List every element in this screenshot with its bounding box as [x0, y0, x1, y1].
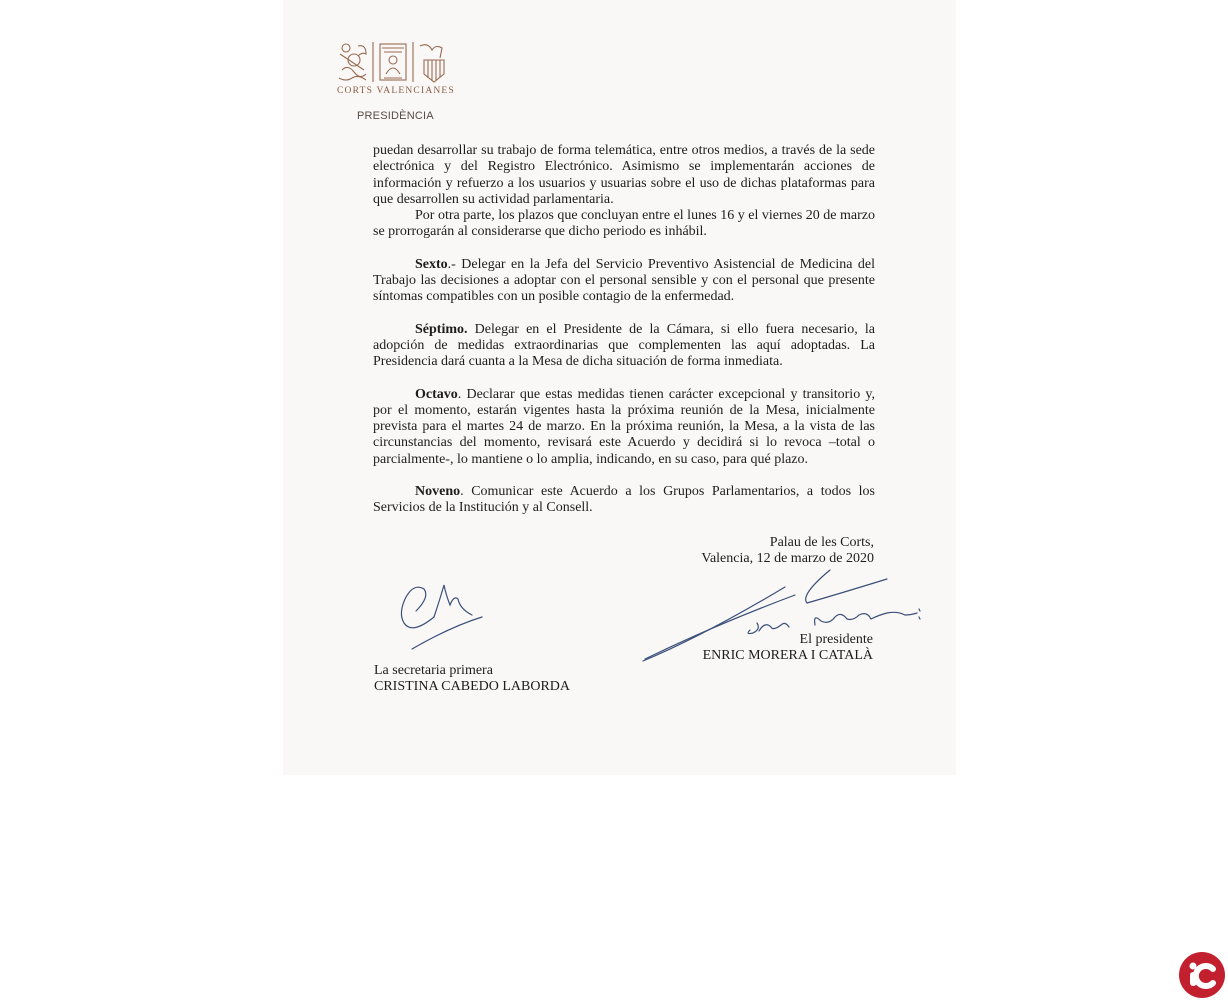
ic-logo-icon	[1179, 952, 1225, 998]
octavo-label: Octavo	[415, 386, 458, 402]
site-watermark-badge	[1179, 952, 1225, 998]
signature-icon	[390, 575, 500, 665]
president-role: El presidente	[799, 632, 873, 647]
noveno-text: . Comunicar este Acuerdo a los Grupos Parlamentarios, a todos los Servicios de la Institución y al Consell.	[373, 484, 875, 516]
noveno-label: Noveno	[415, 484, 461, 500]
secretary-role: La secretaria primera	[374, 663, 493, 678]
office-name: PRESIDÈNCIA	[357, 110, 434, 122]
paragraph-sexto	[373, 257, 875, 306]
place-and-date	[701, 535, 874, 568]
paragraph-septimo	[373, 322, 875, 371]
corts-valencianes-logo	[336, 40, 448, 84]
paragraph-octavo	[373, 387, 875, 468]
place: Palau de les Corts,	[769, 535, 874, 550]
octavo-text: . Declarar que estas medidas tienen carácter excepcional y transitorio y, por el momento, estarán vigentes hasta la próxima reunión de la Mesa, inicialmente prevista para el martes 24 de marzo. En la próxima reunión, la Mesa, a la vista de las circunstancias del momento, revisará este Acuerdo y decidirá si lo revoca –total o parcialmente-, lo mantiene o lo amplia, indicando, en su caso, para qué plazo.	[373, 386, 875, 467]
secretary-name: CRISTINA CABEDO LABORDA	[374, 679, 571, 695]
document-body	[373, 143, 875, 517]
coat-of-arms-icon	[336, 40, 448, 84]
paragraph-noveno	[373, 484, 875, 517]
president-block	[703, 632, 873, 665]
paragraph-deadlines: Por otra parte, los plazos que concluyan entre el lunes 16 y el viernes 20 de marzo se prorrogarán al considerarse que dicho periodo es inhábil.	[373, 208, 875, 240]
president-name: ENRIC MORERA I CATALÀ	[702, 648, 873, 664]
secretary-signature	[390, 575, 500, 665]
paragraph-continuation: puedan desarrollar su trabajo de forma telemática, entre otros medios, a través de la sede electrónica y del Registro Electrónico. Asimismo se implementarán acciones de información y refuerzo a los usuarios y usuarias sobre el uso de dichas plataformas para que desarrollen su actividad parlamentaria.	[373, 143, 875, 207]
secretary-block	[374, 663, 570, 696]
septimo-label: Séptimo.	[415, 321, 468, 337]
date: Valencia, 12 de marzo de 2020	[701, 551, 874, 567]
sexto-label: Sexto	[415, 256, 448, 272]
institution-name: CORTS VALENCIANES	[337, 86, 455, 96]
septimo-text: Delegar en el Presidente de la Cámara, si ello fuera necesario, la adopción de medidas extraordinarias que complementen las aquí adoptadas. La Presidencia dará cuanta a la Mesa de dicha situación de forma inmediata.	[373, 321, 875, 370]
sexto-text: .- Delegar en la Jefa del Servicio Preventivo Asistencial de Medicina del Trabajo las decisiones a adoptar con el personal sensible y con el personal que presente síntomas compatibles con un posible contagio de la enfermedad.	[373, 256, 875, 305]
